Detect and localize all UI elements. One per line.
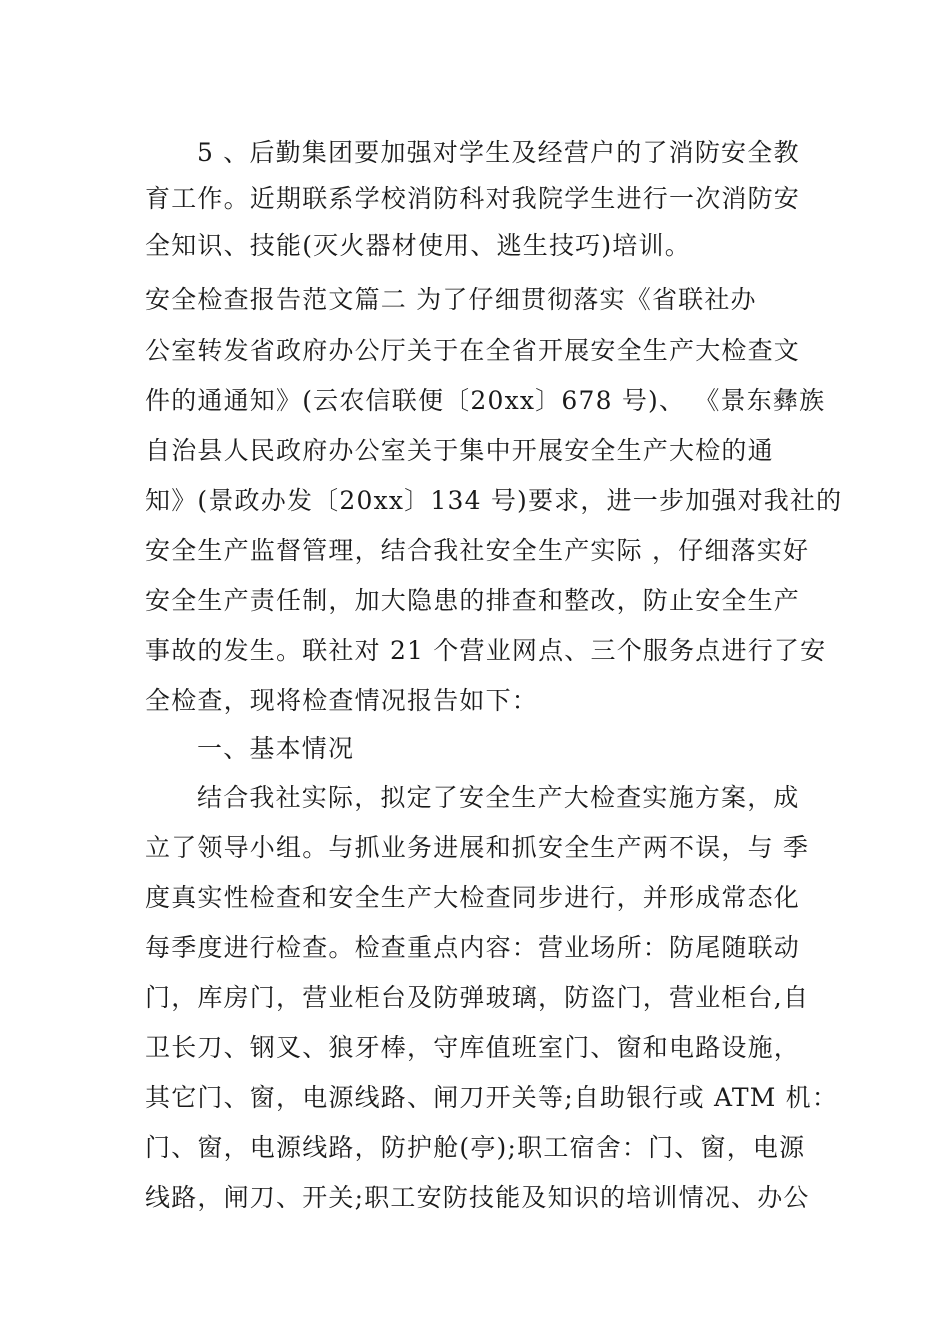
text-line: 每季度进行检查。检查重点内容：营业场所：防尾随联动 [145, 933, 801, 962]
text-line: 育工作。近期联系学校消防科对我院学生进行一次消防安 [145, 184, 801, 213]
text-line: 度真实性检查和安全生产大检查同步进行，并形成常态化 [145, 883, 801, 912]
text-line: 卫长刀、钢叉、狼牙棒，守库值班室门、窗和电路设施， [145, 1033, 801, 1062]
text-line: 门、窗，电源线路，防护舱(亭);职工宿舍：门、窗，电源 [145, 1133, 806, 1162]
text-line: 公室转发省政府办公厅关于在全省开展安全生产大检查文 [145, 336, 801, 365]
text-line: 结合我社实际，拟定了安全生产大检查实施方案，成 [197, 783, 800, 812]
text-line: 全知识、技能(灭火器材使用、逃生技巧)培训。 [145, 231, 691, 260]
text-line: 安全生产责任制，加大隐患的排查和整改，防止安全生产 [145, 586, 801, 615]
section-heading-line: 安全检查报告范文篇二 为了仔细贯彻落实《省联社办 [145, 285, 757, 314]
subheading-line: 一、基本情况 [197, 734, 355, 763]
text-line: 线路，闸刀、开关;职工安防技能及知识的培训情况、办公 [145, 1183, 810, 1212]
text-line: 知》(景政办发〔20xx〕134 号)要求，进一步加强对我社的 [145, 486, 843, 515]
text-line: 事故的发生。联社对 21 个营业网点、三个服务点进行了安 [145, 636, 827, 665]
text-line: 自治县人民政府办公室关于集中开展安全生产大检的通 [145, 436, 774, 465]
text-line: 门，库房门，营业柜台及防弹玻璃，防盗门，营业柜台,自 [145, 983, 810, 1012]
text-line: 其它门、窗，电源线路、闸刀开关等;自助银行或 ATM 机： [145, 1083, 839, 1112]
text-line: 5 、后勤集团要加强对学生及经营户的了消防安全教 [197, 138, 800, 167]
text-line: 安全生产监督管理，结合我社安全生产实际 ，仔细落实好 [145, 536, 810, 565]
text-line: 件的通通知》(云农信联便〔20xx〕678 号)、 《景东彝族 [145, 386, 826, 415]
text-line: 全检查，现将检查情况报告如下： [145, 686, 539, 715]
text-line: 立了领导小组。与抓业务进展和抓安全生产两不误，与 季 [145, 833, 810, 862]
